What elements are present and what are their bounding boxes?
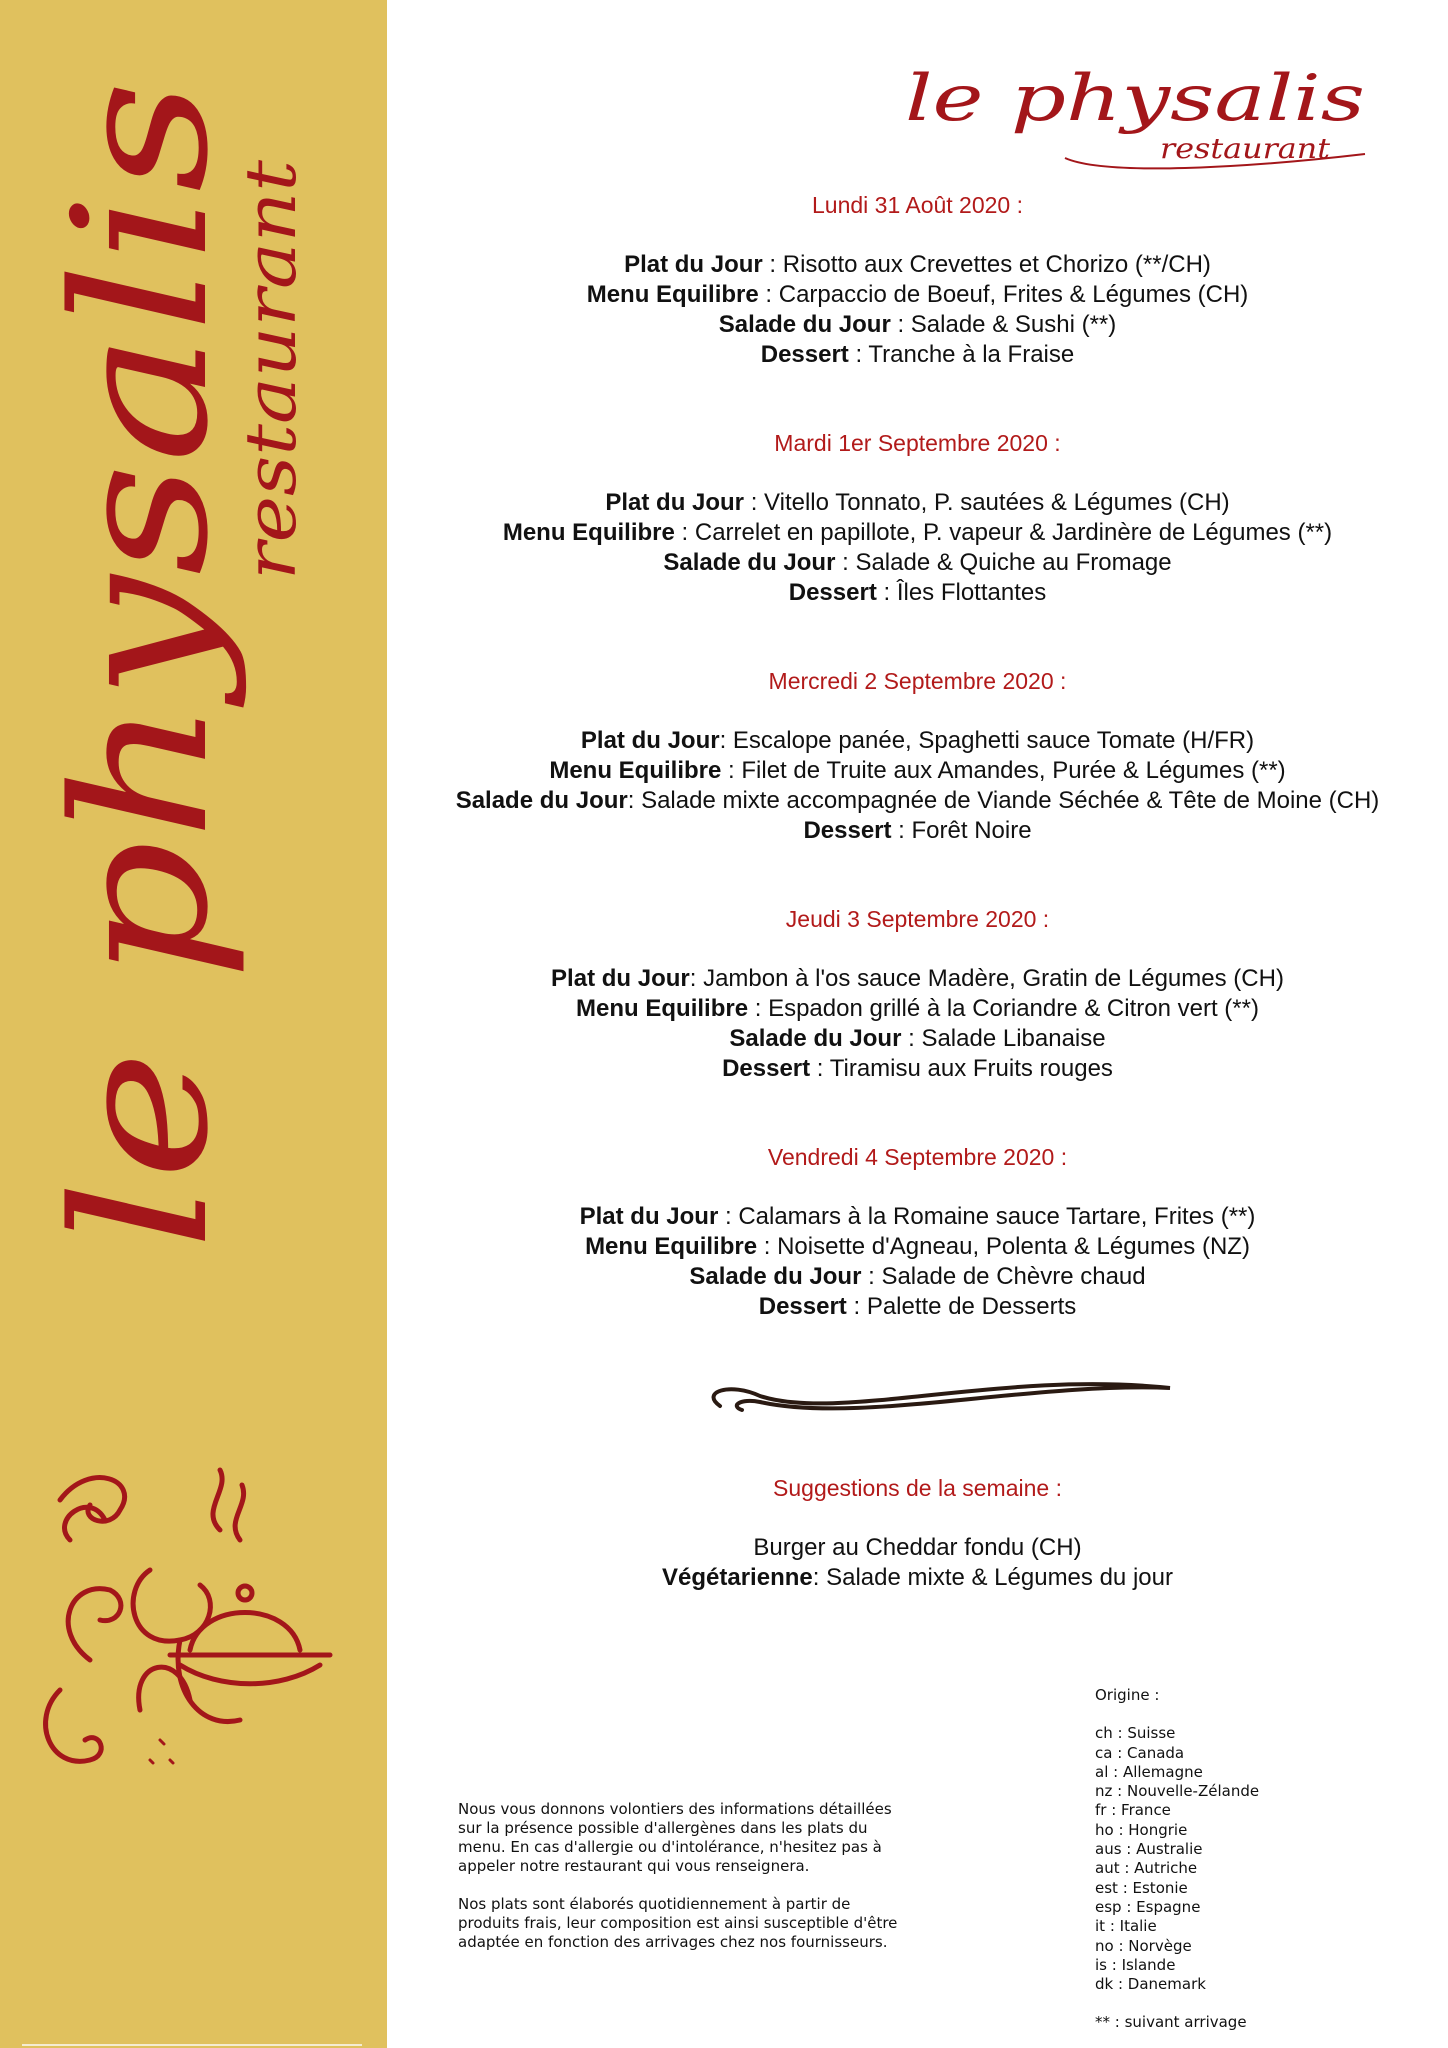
menu-item: [387, 994, 1448, 1024]
note-line: menu. En cas d'allergie ou d'intolérance, n'hesitez pas à: [458, 1838, 882, 1856]
item-label: Menu Equilibre: [585, 1233, 758, 1260]
item-value: Îles Flottantes: [896, 579, 1047, 606]
item-sep: :: [901, 1025, 922, 1052]
note-paragraph: [458, 1800, 1018, 1876]
item-label: Salade du Jour: [718, 311, 891, 338]
menu-item: [387, 816, 1448, 846]
item-value: Forêt Noire: [911, 817, 1032, 844]
origin-entry: dk : Danemark: [1095, 1975, 1206, 1994]
weekly-suggestions: [387, 1473, 1448, 1593]
item-sep: :: [744, 489, 765, 516]
note-line: adaptée en fonction des arrivages chez nos fournisseurs.: [458, 1933, 888, 1951]
item-value: Palette de Desserts: [866, 1293, 1077, 1320]
item-label: Menu Equilibre: [502, 519, 675, 546]
item-value: Vitello Tonnato, P. sautées & Légumes (CH): [764, 489, 1230, 516]
origin-note: ** : suivant arrivage: [1095, 2013, 1247, 2032]
flourish-divider-icon: [700, 1372, 1180, 1420]
item-value: Salade de Chèvre chaud: [881, 1263, 1146, 1290]
day-section: [387, 904, 1448, 1084]
origin-entry: esp : Espagne: [1095, 1897, 1201, 1916]
day-title: Vendredi 4 Septembre 2020 :: [767, 1144, 1068, 1170]
menu-item: [387, 250, 1448, 280]
origin-entry: fr : France: [1095, 1801, 1171, 1820]
item-sep: :: [762, 251, 783, 278]
item-sep: :: [812, 1564, 827, 1591]
item-value: Jambon à l'os sauce Madère, Gratin de Légumes (CH): [703, 965, 1284, 992]
item-sep: :: [848, 341, 869, 368]
day-section: [387, 428, 1448, 608]
item-sep: :: [674, 519, 695, 546]
menu-item: [387, 1292, 1448, 1322]
header-logo: [905, 58, 1385, 178]
suggestions-title: Suggestions de la semaine :: [773, 1475, 1062, 1501]
menu-item: [387, 310, 1448, 340]
origin-legend: [1095, 1686, 1355, 2033]
item-value: Salade mixte & Légumes du jour: [826, 1564, 1173, 1591]
day-title: Jeudi 3 Septembre 2020 :: [785, 906, 1050, 932]
item-sep: :: [810, 1055, 830, 1082]
item-label: Dessert: [760, 341, 849, 368]
item-sep: :: [758, 281, 779, 308]
sidebar-logo-name: le physalis: [33, 261, 249, 1250]
item-label: Menu Equilibre: [576, 995, 749, 1022]
item-sep: :: [689, 965, 704, 992]
item-sep: :: [861, 1263, 882, 1290]
sidebar-vertical-logo: [0, 0, 387, 1300]
item-value: Carrelet en papillote, P. vapeur & Jardinère de Légumes (**): [694, 519, 1333, 546]
item-value: Tiramisu aux Fruits rouges: [829, 1055, 1113, 1082]
item-label: Plat du Jour: [579, 1203, 719, 1230]
note-paragraph: [458, 1895, 1018, 1952]
origin-entry: ca : Canada: [1095, 1743, 1185, 1762]
origin-entry: is : Islande: [1095, 1955, 1176, 1974]
menu-item: [387, 726, 1448, 756]
day-title: Mercredi 2 Septembre 2020 :: [768, 668, 1067, 694]
item-label: Plat du Jour: [605, 489, 745, 516]
origin-entry: ch : Suisse: [1095, 1724, 1176, 1743]
menu-item: [387, 578, 1448, 608]
item-label: Menu Equilibre: [549, 757, 722, 784]
item-label: Dessert: [803, 817, 892, 844]
note-line: appeler notre restaurant qui vous renseignera.: [458, 1857, 810, 1875]
origin-entry: nz : Nouvelle-Zélande: [1095, 1782, 1260, 1801]
item-label: Dessert: [758, 1293, 847, 1320]
daily-menu: [387, 190, 1448, 1322]
origin-entry: aus : Australie: [1095, 1840, 1203, 1859]
item-value: Salade & Sushi (**): [910, 311, 1117, 338]
menu-item: [387, 488, 1448, 518]
suggestion-item: Burger au Cheddar fondu (CH): [753, 1534, 1082, 1561]
item-label: Dessert: [788, 579, 877, 606]
item-label: Plat du Jour: [580, 727, 720, 754]
item-value: Noisette d'Agneau, Polenta & Légumes (NZ): [777, 1233, 1250, 1260]
item-value: Risotto aux Crevettes et Chorizo (**/CH): [782, 251, 1211, 278]
item-value: Salade mixte accompagnée de Viande Séchée & Tête de Moine (CH): [641, 787, 1380, 814]
item-sep: :: [627, 787, 642, 814]
day-section: [387, 190, 1448, 370]
item-value: Filet de Truite aux Amandes, Purée & Légumes (**): [741, 757, 1286, 784]
origin-entry: no : Norvège: [1095, 1936, 1192, 1955]
item-value: Salade & Quiche au Fromage: [855, 549, 1172, 576]
sidebar-logo-sub: restaurant: [230, 205, 312, 580]
note-line: Nos plats sont élaborés quotidiennement à partir de: [458, 1895, 851, 1913]
chef-illustration-icon: [30, 1460, 390, 1810]
item-sep: :: [876, 579, 897, 606]
menu-item: [387, 1262, 1448, 1292]
origin-entry: aut : Autriche: [1095, 1859, 1198, 1878]
item-sep: :: [846, 1293, 867, 1320]
item-label: Plat du Jour: [551, 965, 690, 992]
origin-entry: est : Estonie: [1095, 1878, 1188, 1897]
menu-item: [387, 964, 1448, 994]
allergen-notes: [458, 1800, 1018, 1971]
item-value: Espadon grillé à la Coriandre & Citron vert (**): [768, 995, 1259, 1022]
item-label: Dessert: [722, 1055, 811, 1082]
item-value: Escalope panée, Spaghetti sauce Tomate (H/FR): [732, 727, 1255, 754]
item-label: Salade du Jour: [663, 549, 836, 576]
note-line: sur la présence possible d'allergènes dans les plats du: [458, 1819, 868, 1837]
origin-entry: it : Italie: [1095, 1917, 1157, 1936]
note-line: produits frais, leur composition est ainsi susceptible d'être: [458, 1914, 898, 1932]
header-logo-sub: restaurant: [1160, 132, 1331, 165]
menu-item: [387, 1024, 1448, 1054]
suggestion-item: [387, 1563, 1448, 1593]
item-label: Salade du Jour: [689, 1263, 862, 1290]
item-sep: :: [718, 1203, 739, 1230]
origin-title: Origine :: [1095, 1686, 1160, 1704]
item-sep: :: [890, 311, 911, 338]
menu-item: [387, 548, 1448, 578]
menu-item: [387, 340, 1448, 370]
item-label: Salade du Jour: [729, 1025, 902, 1052]
item-value: Tranche à la Fraise: [868, 341, 1075, 368]
item-sep: :: [835, 549, 856, 576]
item-sep: :: [891, 817, 912, 844]
item-label: Salade du Jour: [455, 787, 628, 814]
day-title: Lundi 31 Août 2020 :: [811, 192, 1024, 218]
origin-entry: ho : Hongrie: [1095, 1820, 1188, 1839]
item-sep: :: [757, 1233, 778, 1260]
item-label: Plat du Jour: [624, 251, 763, 278]
menu-item: [387, 1232, 1448, 1262]
day-title: Mardi 1er Septembre 2020 :: [774, 430, 1061, 456]
item-value: Calamars à la Romaine sauce Tartare, Frites (**): [738, 1203, 1256, 1230]
day-section: [387, 1142, 1448, 1322]
menu-item: [387, 280, 1448, 310]
item-sep: :: [721, 757, 742, 784]
menu-item: [387, 518, 1448, 548]
origin-entry: al : Allemagne: [1095, 1762, 1203, 1781]
item-label: Menu Equilibre: [586, 281, 759, 308]
sidebar-bottom-rule: [22, 2044, 362, 2046]
menu-item: [387, 1202, 1448, 1232]
menu-item: [387, 786, 1448, 816]
menu-item: [387, 1054, 1448, 1084]
item-label: Végétarienne: [662, 1564, 813, 1591]
item-sep: :: [719, 727, 733, 754]
note-line: Nous vous donnons volontiers des informations détaillées: [458, 1800, 892, 1818]
menu-item: [387, 756, 1448, 786]
item-sep: :: [748, 995, 769, 1022]
item-value: Carpaccio de Boeuf, Frites & Légumes (CH): [778, 281, 1249, 308]
item-value: Salade Libanaise: [921, 1025, 1106, 1052]
day-section: [387, 666, 1448, 846]
sidebar: [0, 0, 387, 2048]
header-logo-name: le physalis: [905, 62, 1365, 136]
